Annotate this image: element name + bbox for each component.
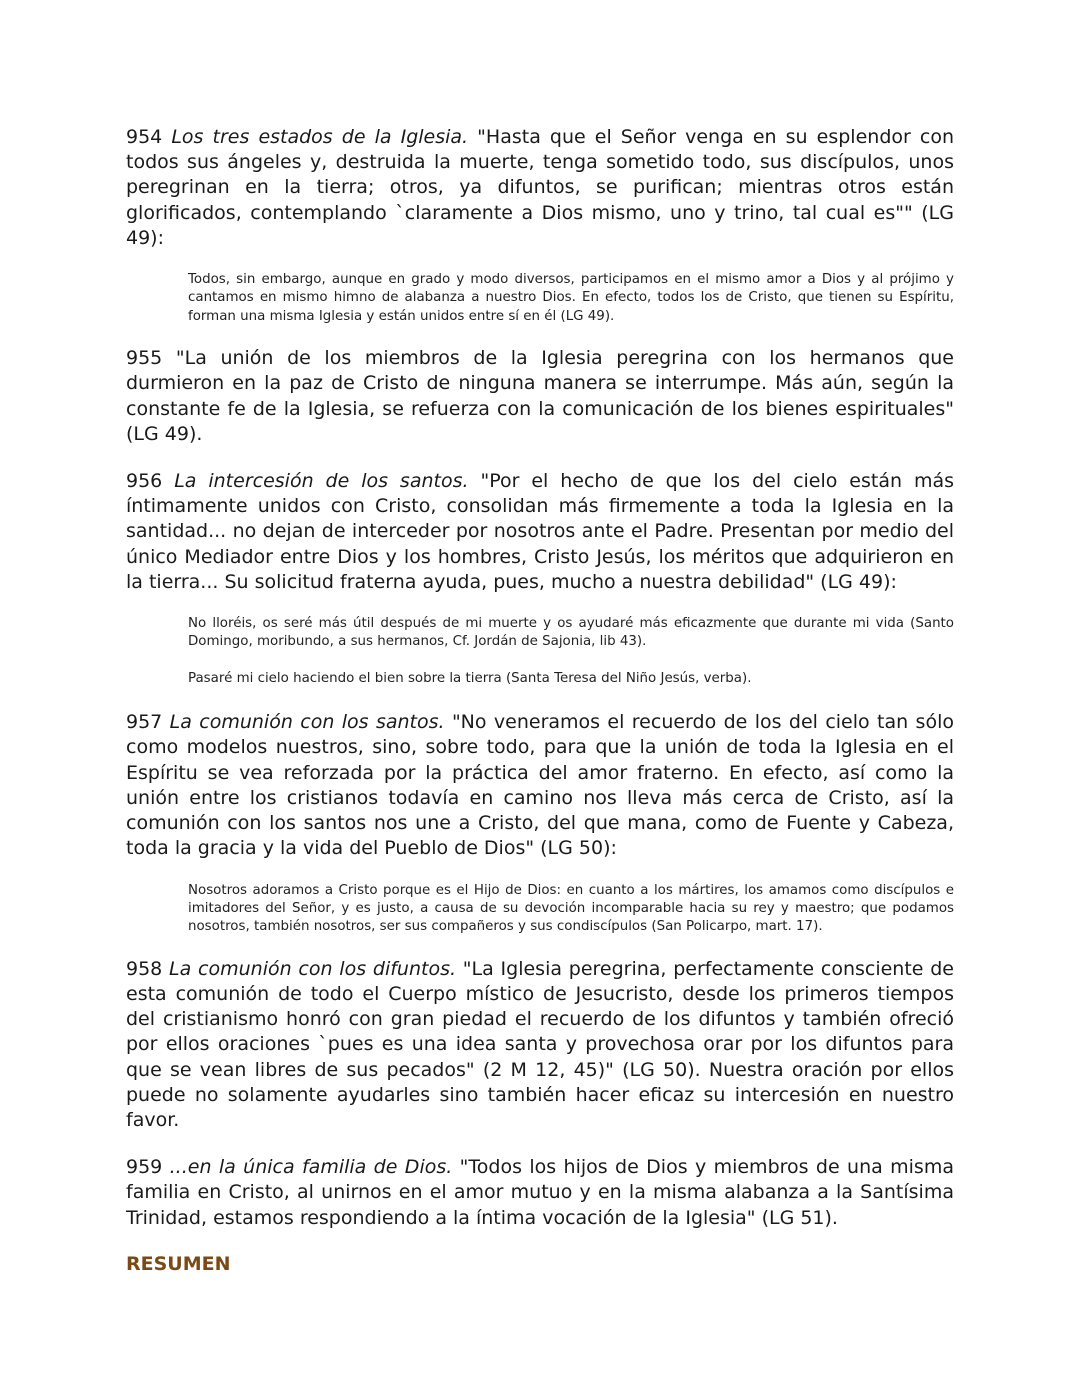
summary-heading: RESUMEN <box>126 1252 231 1275</box>
paragraph-title: La intercesión de los santos. <box>174 470 469 493</box>
quote-block-956 <box>126 615 954 688</box>
paragraph-number: 954 <box>126 126 163 148</box>
quote-954: Todos, sin embargo, aunque en grado y modo diversos, participamos en el mismo amor a Dios y al prójimo y cantamos en mismo himno de alabanza a nuestro Dios. En efecto, todos los de Cristo, que tienen su Espíritu, forman una misma Iglesia y están unidos entre sí en él (LG 49). <box>188 272 954 324</box>
paragraph-text: "No veneramos el recuerdo de los del cielo tan sólo como modelos nuestros, sino, sobre todo, para que la unión de toda la Iglesia en el Espíritu se vea reforzada por la práctica del amor fraterno. En efecto, así como la unión entre los cristianos todavía en camino nos lleva más cerca de Cristo, así la comunión con los santos nos une a Cristo, del que mana, como de Fuente y Cabeza, toda la gracia y la vida del Pueblo de Dios" (LG 50): <box>126 711 954 860</box>
paragraph-number: 956 <box>126 470 163 493</box>
paragraph-text: "Por el hecho de que los del cielo están más íntimamente unidos con Cristo, consolidan más firmemente a toda la Iglesia en la santidad... no dejan de interceder por nosotros ante el Padre. Presentan por medio del único Mediador entre Dios y los hombres, Cristo Jesús, los méritos que adquirieron en la tierra... Su solicitud fraterna ayuda, pues, mucho a nuestra debilidad" (LG 49): <box>126 470 955 593</box>
quote-956-b: Pasaré mi cielo haciendo el bien sobre la tierra (Santa Teresa del Niño Jesús, verba). <box>188 670 752 686</box>
quote-956-a: No lloréis, os seré más útil después de mi muerte y os ayudaré más eficazmente que durante mi vida (Santo Domingo, moribundo, a sus hermanos, Cf. Jordán de Sajonia, lib 43). <box>188 616 954 650</box>
paragraph-text: "Hasta que el Señor venga en su esplendor con todos sus ángeles y, destruida la muerte, tenga sometido todo, sus discípulos, unos peregrinan en la tierra; otros, ya difuntos, se purifican; mientras otros están glorificados, contemplando `claramente a Dios mismo, uno y trino, tal cual es"" (LG 49): <box>126 126 954 249</box>
paragraph-number: 958 <box>126 957 163 980</box>
document-page <box>126 125 954 1275</box>
paragraph-title: La comunión con los santos. <box>169 711 445 734</box>
paragraph-title: La comunión con los difuntos. <box>169 957 457 980</box>
paragraph-958 <box>126 957 954 1133</box>
paragraph-text: "La unión de los miembros de la Iglesia peregrina con los hermanos que durmieron en la paz de Cristo de ninguna manera se interrumpe. Más aún, según la constante fe de la Iglesia, se refuerza con la comunicación de los bienes espirituales" (LG 49). <box>126 347 954 445</box>
quote-957: Nosotros adoramos a Cristo porque es el Hijo de Dios: en cuanto a los mártires, los amamos como discípulos e imitadores del Señor, y es justo, a causa de su devoción incomparable hacia su rey y maestro; que podamos nosotros, también nosotros, ser sus compañeros y sus condiscípulos (San Policarpo, mart. 17). <box>188 882 954 935</box>
paragraph-955 <box>126 346 954 447</box>
paragraph-number: 957 <box>126 711 163 734</box>
paragraph-number: 955 <box>126 347 163 370</box>
paragraph-title: Los tres estados de la Iglesia. <box>171 126 469 148</box>
paragraph-954 <box>126 125 954 251</box>
paragraph-text: "La Iglesia peregrina, perfectamente consciente de esta comunión de todo el Cuerpo místico de Jesucristo, desde los primeros tiempos del cristianismo honró con gran piedad el recuerdo de los difuntos y también ofreció por ellos oraciones `pues es una idea santa y provechosa orar por los difuntos para que se vean libres de sus pecados" (2 M 12, 45)" (LG 50). Nuestra oración por ellos puede no solamente ayudarles sino también hacer eficaz su intercesión en nuestro favor. <box>126 957 954 1131</box>
paragraph-959 <box>126 1155 954 1231</box>
paragraph-956 <box>126 469 954 595</box>
paragraph-title: ...en la única familia de Dios. <box>169 1156 453 1179</box>
paragraph-text: "Todos los hijos de Dios y miembros de una misma familia en Cristo, al unirnos en el amor mutuo y en la misma alabanza a la Santísima Trinidad, estamos respondiendo a la íntima vocación de la Iglesia" (LG 51). <box>126 1156 954 1229</box>
paragraph-number: 959 <box>126 1156 163 1179</box>
paragraph-957 <box>126 710 954 861</box>
